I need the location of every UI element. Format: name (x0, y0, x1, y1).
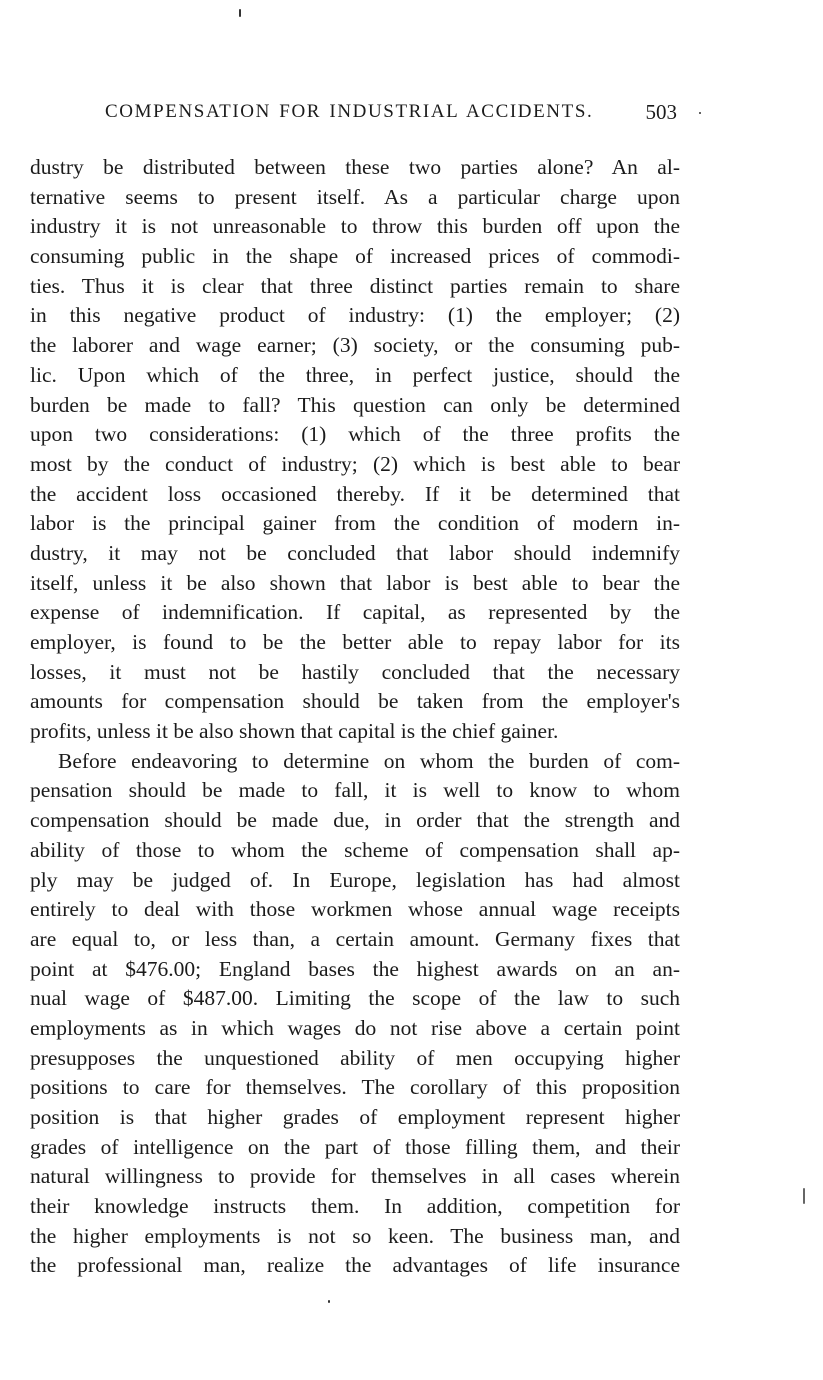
text-line: lic. Upon which of the three, in perfect justice, should the (30, 362, 680, 387)
print-speck (328, 1300, 330, 1303)
text-line: their knowledge instructs them. In addition, competition for (30, 1194, 680, 1219)
text-line: employer, is found to be the better able to repay labor for its (30, 630, 680, 654)
text-line: position is that higher grades of employment represent higher (30, 1105, 680, 1129)
text-line: the professional man, realize the advantages of life insurance (30, 1253, 680, 1278)
text-line: ternative seems to present itself. As a particular charge upon (30, 184, 680, 209)
text-line: profits, unless it be also shown that capital is the chief gainer. (30, 719, 559, 744)
text-line: Before endeavoring to determine on whom the burden of com- (58, 748, 680, 773)
text-line: most by the conduct of industry; (2) which is best able to bear (30, 451, 680, 476)
text-line: pensation should be made to fall, it is well to know to whom (30, 778, 680, 803)
text-line: nual wage of $487.00. Limiting the scope of the law to such (30, 986, 680, 1011)
text-line: employments as in which wages do not rise above a certain point (30, 1015, 680, 1040)
page-header (105, 101, 685, 129)
paragraph (30, 747, 680, 1281)
text-line: point at $476.00; England bases the highest awards on an an- (30, 956, 680, 981)
text-line: grades of intelligence on the part of those filling them, and their (30, 1134, 680, 1159)
text-line: presupposes the unquestioned ability of men occupying higher (30, 1045, 680, 1070)
print-speck (803, 1188, 805, 1204)
text-line: losses, it must not be hastily concluded that the necessary (30, 659, 680, 684)
text-line: entirely to deal with those workmen whose annual wage receipts (30, 897, 680, 922)
text-line: the higher employments is not so keen. The business man, and (30, 1223, 680, 1248)
text-line: expense of indemnification. If capital, as represented by the (30, 600, 680, 625)
text-line: ability of those to whom the scheme of compensation shall ap- (30, 837, 680, 862)
body-text (30, 153, 680, 1281)
text-line: dustry be distributed between these two parties alone? An al- (30, 155, 680, 179)
text-line: consuming public in the shape of increased prices of commodi- (30, 244, 680, 269)
text-line: itself, unless it be also shown that labor is best able to bear the (30, 570, 680, 595)
print-speck (239, 9, 241, 17)
text-line: industry it is not unreasonable to throw this burden off upon the (30, 214, 680, 239)
text-line: positions to care for themselves. The corollary of this proposition (30, 1075, 680, 1100)
text-line: dustry, it may not be concluded that labor should indemnify (30, 540, 680, 565)
text-line: burden be made to fall? This question can only be determined (30, 392, 680, 417)
text-line: labor is the principal gainer from the condition of modern in- (30, 511, 680, 536)
text-line: ties. Thus it is clear that three distinct parties remain to share (30, 273, 680, 298)
text-line: are equal to, or less than, a certain amount. Germany fixes that (30, 926, 680, 951)
text-line: ply may be judged of. In Europe, legislation has had almost (30, 867, 680, 892)
page-number: 503 (645, 100, 677, 124)
text-line: amounts for compensation should be taken from the employer's (30, 689, 680, 714)
text-line: the accident loss occasioned thereby. If it be determined that (30, 481, 680, 506)
running-head: COMPENSATION FOR INDUSTRIAL ACCIDENTS. (105, 101, 594, 122)
paragraph (30, 153, 680, 747)
text-line: in this negative product of industry: (1) the employer; (2) (30, 303, 680, 328)
text-line: the laborer and wage earner; (3) society, or the consuming pub- (30, 333, 680, 358)
text-line: upon two considerations: (1) which of the three profits the (30, 422, 680, 447)
print-speck (699, 112, 701, 114)
text-line: compensation should be made due, in order that the strength and (30, 808, 680, 833)
text-line: natural willingness to provide for themselves in all cases wherein (30, 1164, 680, 1189)
